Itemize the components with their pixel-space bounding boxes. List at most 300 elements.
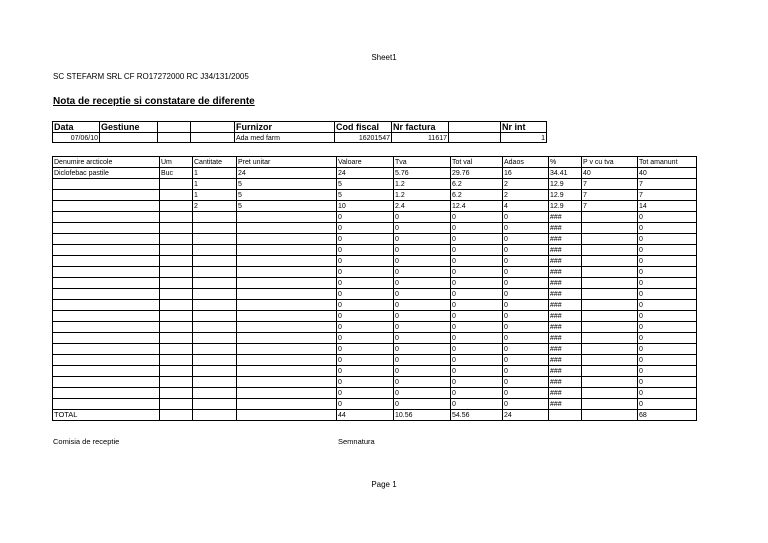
- table-cell: 0: [503, 344, 549, 355]
- table-cell: 0: [638, 388, 697, 399]
- table-cell: 0: [394, 212, 451, 223]
- table-row: [53, 388, 697, 399]
- table-row: [53, 179, 697, 190]
- table-cell: [582, 223, 638, 234]
- table-row: [53, 377, 697, 388]
- table-cell: [53, 289, 160, 300]
- column-header: Denumire arcticole: [53, 157, 160, 168]
- table-cell: [193, 388, 237, 399]
- table-cell: 0: [503, 212, 549, 223]
- total-cell: 44: [337, 410, 394, 421]
- table-cell: [237, 311, 337, 322]
- table-cell: [237, 344, 337, 355]
- value-cod-fiscal: 16201547: [335, 133, 392, 143]
- table-cell: 34.41: [549, 168, 582, 179]
- table-cell: 0: [451, 245, 503, 256]
- table-cell: [160, 179, 193, 190]
- table-row: [53, 344, 697, 355]
- table-cell: 5: [237, 201, 337, 212]
- table-cell: [582, 399, 638, 410]
- table-cell: 0: [503, 366, 549, 377]
- table-cell: [193, 289, 237, 300]
- table-cell: 0: [337, 267, 394, 278]
- table-cell: 1: [193, 168, 237, 179]
- table-cell: [160, 322, 193, 333]
- value-nr-int: 1: [501, 133, 547, 143]
- table-cell: [237, 289, 337, 300]
- table-cell: 0: [638, 267, 697, 278]
- table-cell: 0: [394, 377, 451, 388]
- table-cell: [193, 245, 237, 256]
- table-cell: 0: [638, 300, 697, 311]
- table-cell: 5: [337, 190, 394, 201]
- table-cell: [53, 344, 160, 355]
- table-cell: 0: [503, 355, 549, 366]
- table-cell: [193, 234, 237, 245]
- table-cell: ###: [549, 366, 582, 377]
- table-row: [53, 399, 697, 410]
- table-cell: 1: [193, 179, 237, 190]
- total-cell: 10.56: [394, 410, 451, 421]
- total-cell: [160, 410, 193, 421]
- table-cell: 0: [337, 311, 394, 322]
- table-cell: 0: [394, 333, 451, 344]
- table-cell: 12.9: [549, 190, 582, 201]
- table-cell: [237, 388, 337, 399]
- table-cell: 0: [451, 234, 503, 245]
- table-cell: 0: [503, 289, 549, 300]
- column-header: Tot amanunt: [638, 157, 697, 168]
- table-cell: 0: [394, 245, 451, 256]
- table-cell: 0: [337, 333, 394, 344]
- table-cell: 0: [451, 267, 503, 278]
- table-cell: 0: [451, 388, 503, 399]
- column-header: Valoare: [337, 157, 394, 168]
- table-cell: 1: [193, 190, 237, 201]
- table-cell: 0: [394, 366, 451, 377]
- table-cell: [53, 190, 160, 201]
- table-cell: [582, 245, 638, 256]
- table-cell: [237, 256, 337, 267]
- table-cell: [237, 234, 337, 245]
- column-header: Tva: [394, 157, 451, 168]
- info-empty-cell: [449, 133, 501, 143]
- table-row: [53, 201, 697, 212]
- table-cell: [582, 311, 638, 322]
- table-cell: [160, 355, 193, 366]
- table-cell: 7: [638, 190, 697, 201]
- table-cell: 0: [638, 256, 697, 267]
- table-cell: 0: [394, 399, 451, 410]
- table-cell: [237, 333, 337, 344]
- table-cell: [160, 245, 193, 256]
- table-cell: [237, 212, 337, 223]
- total-cell: [549, 410, 582, 421]
- column-header: Pret unitar: [237, 157, 337, 168]
- table-cell: 0: [503, 322, 549, 333]
- table-cell: 10: [337, 201, 394, 212]
- table-cell: Buc: [160, 168, 193, 179]
- info-empty-cell: [158, 122, 191, 133]
- table-cell: 0: [451, 223, 503, 234]
- table-cell: [53, 223, 160, 234]
- table-cell: [53, 278, 160, 289]
- table-cell: [193, 267, 237, 278]
- table-cell: 0: [638, 289, 697, 300]
- table-cell: [237, 223, 337, 234]
- table-row: [53, 278, 697, 289]
- table-cell: 0: [394, 322, 451, 333]
- reception-table: [52, 156, 697, 421]
- table-cell: 0: [638, 278, 697, 289]
- table-cell: [53, 234, 160, 245]
- table-cell: 2: [503, 179, 549, 190]
- table-cell: 0: [394, 300, 451, 311]
- table-row: [53, 267, 697, 278]
- total-cell: 54.56: [451, 410, 503, 421]
- table-cell: 0: [337, 256, 394, 267]
- table-cell: [160, 311, 193, 322]
- table-cell: 0: [503, 399, 549, 410]
- total-cell: [237, 410, 337, 421]
- label-furnizor: Furnizor: [235, 122, 335, 133]
- table-cell: ###: [549, 388, 582, 399]
- table-cell: Diclofebac pastile: [53, 168, 160, 179]
- total-cell: [193, 410, 237, 421]
- table-cell: [53, 256, 160, 267]
- table-cell: 0: [337, 322, 394, 333]
- table-cell: 7: [582, 201, 638, 212]
- table-cell: [53, 300, 160, 311]
- table-cell: [53, 245, 160, 256]
- table-cell: 0: [638, 245, 697, 256]
- table-cell: [193, 311, 237, 322]
- info-empty-cell: [191, 122, 235, 133]
- total-cell: [582, 410, 638, 421]
- table-cell: [160, 278, 193, 289]
- table-cell: 0: [337, 223, 394, 234]
- table-cell: [193, 355, 237, 366]
- table-cell: 0: [638, 333, 697, 344]
- table-row: [53, 311, 697, 322]
- table-cell: 7: [582, 179, 638, 190]
- table-cell: [582, 344, 638, 355]
- table-cell: [53, 355, 160, 366]
- document-title: Nota de receptie si constatare de diferente: [53, 96, 255, 107]
- table-cell: [53, 366, 160, 377]
- table-cell: 0: [337, 355, 394, 366]
- table-row: [53, 333, 697, 344]
- table-row: [53, 256, 697, 267]
- table-cell: 7: [582, 190, 638, 201]
- table-cell: [193, 344, 237, 355]
- table-cell: [582, 322, 638, 333]
- table-cell: [582, 366, 638, 377]
- table-cell: 0: [638, 212, 697, 223]
- table-cell: ###: [549, 377, 582, 388]
- table-cell: [582, 333, 638, 344]
- table-cell: 0: [503, 234, 549, 245]
- table-cell: ###: [549, 245, 582, 256]
- table-cell: 0: [337, 289, 394, 300]
- label-data: Data: [53, 122, 100, 133]
- table-cell: [53, 311, 160, 322]
- info-empty-cell: [449, 122, 501, 133]
- table-cell: 0: [503, 278, 549, 289]
- table-cell: 12.9: [549, 201, 582, 212]
- table-cell: 0: [337, 212, 394, 223]
- table-cell: [160, 399, 193, 410]
- table-cell: [237, 377, 337, 388]
- value-gestiune: [100, 133, 158, 143]
- table-cell: ###: [549, 322, 582, 333]
- table-row: [53, 190, 697, 201]
- table-cell: [193, 256, 237, 267]
- table-cell: [237, 399, 337, 410]
- table-cell: 0: [638, 322, 697, 333]
- table-cell: 5: [237, 179, 337, 190]
- table-cell: 0: [638, 399, 697, 410]
- table-cell: 0: [503, 333, 549, 344]
- table-cell: 0: [337, 234, 394, 245]
- table-row: [53, 355, 697, 366]
- table-cell: 0: [638, 223, 697, 234]
- table-cell: 0: [451, 300, 503, 311]
- table-cell: 0: [451, 399, 503, 410]
- column-header: Tot val: [451, 157, 503, 168]
- table-cell: [582, 234, 638, 245]
- table-cell: [582, 377, 638, 388]
- column-header: P v cu tva: [582, 157, 638, 168]
- table-cell: [582, 300, 638, 311]
- table-cell: 0: [337, 388, 394, 399]
- table-cell: 7: [638, 179, 697, 190]
- info-empty-cell: [191, 133, 235, 143]
- table-cell: [582, 278, 638, 289]
- table-cell: [160, 366, 193, 377]
- table-cell: [160, 190, 193, 201]
- table-cell: 0: [503, 245, 549, 256]
- value-data: 07/06/10: [53, 133, 100, 143]
- table-cell: 6.2: [451, 179, 503, 190]
- info-empty-cell: [158, 133, 191, 143]
- table-cell: [53, 377, 160, 388]
- table-cell: [193, 377, 237, 388]
- table-cell: 2.4: [394, 201, 451, 212]
- value-nr-factura: 11617: [392, 133, 449, 143]
- column-header: %: [549, 157, 582, 168]
- table-cell: 2: [503, 190, 549, 201]
- table-cell: 12.4: [451, 201, 503, 212]
- table-cell: [582, 289, 638, 300]
- table-cell: 0: [638, 234, 697, 245]
- table-cell: 0: [394, 223, 451, 234]
- table-cell: ###: [549, 256, 582, 267]
- table-cell: [160, 212, 193, 223]
- table-cell: 24: [237, 168, 337, 179]
- table-cell: 5: [337, 179, 394, 190]
- label-nr-int: Nr int: [501, 122, 547, 133]
- table-cell: 0: [394, 278, 451, 289]
- column-header: Um: [160, 157, 193, 168]
- table-cell: 14: [638, 201, 697, 212]
- table-cell: [237, 366, 337, 377]
- table-cell: 0: [451, 377, 503, 388]
- column-header: Cantitate: [193, 157, 237, 168]
- table-row: [53, 300, 697, 311]
- table-cell: ###: [549, 212, 582, 223]
- label-cod-fiscal: Cod fiscal: [335, 122, 392, 133]
- table-cell: ###: [549, 267, 582, 278]
- table-cell: [582, 212, 638, 223]
- table-cell: ###: [549, 333, 582, 344]
- table-row: [53, 366, 697, 377]
- table-cell: [53, 388, 160, 399]
- table-row: [53, 322, 697, 333]
- table-cell: [193, 399, 237, 410]
- table-cell: 0: [451, 366, 503, 377]
- table-row: [53, 234, 697, 245]
- label-gestiune: Gestiune: [100, 122, 158, 133]
- table-cell: 0: [394, 267, 451, 278]
- table-cell: 0: [337, 278, 394, 289]
- semnatura-label: Semnatura: [338, 437, 375, 446]
- table-cell: 0: [503, 300, 549, 311]
- table-cell: [582, 388, 638, 399]
- table-cell: 0: [451, 289, 503, 300]
- total-label: TOTAL: [53, 410, 160, 421]
- table-cell: [193, 333, 237, 344]
- table-cell: 5.76: [394, 168, 451, 179]
- table-cell: [193, 300, 237, 311]
- table-cell: 0: [638, 366, 697, 377]
- table-cell: 6.2: [451, 190, 503, 201]
- table-cell: 0: [451, 212, 503, 223]
- table-cell: [160, 267, 193, 278]
- table-cell: 0: [394, 256, 451, 267]
- table-cell: ###: [549, 355, 582, 366]
- table-cell: 40: [582, 168, 638, 179]
- table-cell: 5: [237, 190, 337, 201]
- table-cell: [160, 388, 193, 399]
- value-furnizor: Ada med farm: [235, 133, 335, 143]
- table-cell: ###: [549, 311, 582, 322]
- table-cell: 0: [337, 245, 394, 256]
- table-cell: 0: [638, 355, 697, 366]
- table-cell: [582, 267, 638, 278]
- table-cell: [53, 322, 160, 333]
- table-cell: 0: [451, 256, 503, 267]
- table-cell: ###: [549, 278, 582, 289]
- table-cell: 0: [337, 344, 394, 355]
- table-cell: [160, 344, 193, 355]
- table-cell: 0: [337, 399, 394, 410]
- table-cell: 0: [451, 322, 503, 333]
- table-cell: [237, 322, 337, 333]
- table-cell: 0: [451, 311, 503, 322]
- table-row: [53, 245, 697, 256]
- table-cell: 1.2: [394, 190, 451, 201]
- table-cell: 0: [394, 234, 451, 245]
- table-cell: 0: [451, 355, 503, 366]
- info-table: [52, 121, 547, 143]
- table-cell: 0: [503, 223, 549, 234]
- column-header: Adaos: [503, 157, 549, 168]
- table-cell: [237, 300, 337, 311]
- total-cell: 68: [638, 410, 697, 421]
- table-cell: 0: [394, 344, 451, 355]
- table-cell: 0: [503, 267, 549, 278]
- table-cell: [160, 201, 193, 212]
- company-line: SC STEFARM SRL CF RO17272000 RC J34/131/2005: [53, 72, 249, 81]
- table-cell: [53, 201, 160, 212]
- table-cell: [160, 377, 193, 388]
- table-cell: 0: [503, 388, 549, 399]
- table-cell: [193, 223, 237, 234]
- table-cell: [160, 256, 193, 267]
- table-cell: ###: [549, 399, 582, 410]
- table-cell: 0: [337, 366, 394, 377]
- table-cell: 0: [451, 344, 503, 355]
- table-row: [53, 289, 697, 300]
- table-cell: 16: [503, 168, 549, 179]
- table-cell: [53, 267, 160, 278]
- table-cell: [193, 366, 237, 377]
- table-cell: 4: [503, 201, 549, 212]
- table-cell: 29.76: [451, 168, 503, 179]
- table-cell: 0: [337, 300, 394, 311]
- total-cell: 24: [503, 410, 549, 421]
- table-cell: 0: [394, 355, 451, 366]
- total-row: [53, 410, 697, 421]
- table-cell: 1.2: [394, 179, 451, 190]
- table-cell: 40: [638, 168, 697, 179]
- table-cell: 24: [337, 168, 394, 179]
- table-cell: 0: [638, 344, 697, 355]
- table-row: [53, 212, 697, 223]
- table-cell: [237, 267, 337, 278]
- table-row: [53, 168, 697, 179]
- table-cell: [193, 212, 237, 223]
- table-cell: [53, 399, 160, 410]
- table-cell: [53, 179, 160, 190]
- table-cell: [53, 333, 160, 344]
- table-cell: [160, 223, 193, 234]
- table-row: [53, 223, 697, 234]
- table-cell: 0: [394, 289, 451, 300]
- table-cell: [160, 300, 193, 311]
- table-cell: [160, 289, 193, 300]
- table-cell: [237, 355, 337, 366]
- table-cell: ###: [549, 234, 582, 245]
- page-number: Page 1: [371, 480, 397, 489]
- table-cell: 2: [193, 201, 237, 212]
- table-cell: [582, 355, 638, 366]
- table-cell: [237, 245, 337, 256]
- table-cell: [53, 212, 160, 223]
- table-cell: [582, 256, 638, 267]
- table-cell: [160, 234, 193, 245]
- table-cell: 0: [503, 311, 549, 322]
- table-cell: 0: [394, 388, 451, 399]
- table-cell: 0: [638, 311, 697, 322]
- table-cell: 12.9: [549, 179, 582, 190]
- table-cell: 0: [451, 333, 503, 344]
- table-cell: [160, 333, 193, 344]
- table-cell: 0: [503, 377, 549, 388]
- table-cell: ###: [549, 289, 582, 300]
- table-cell: [193, 322, 237, 333]
